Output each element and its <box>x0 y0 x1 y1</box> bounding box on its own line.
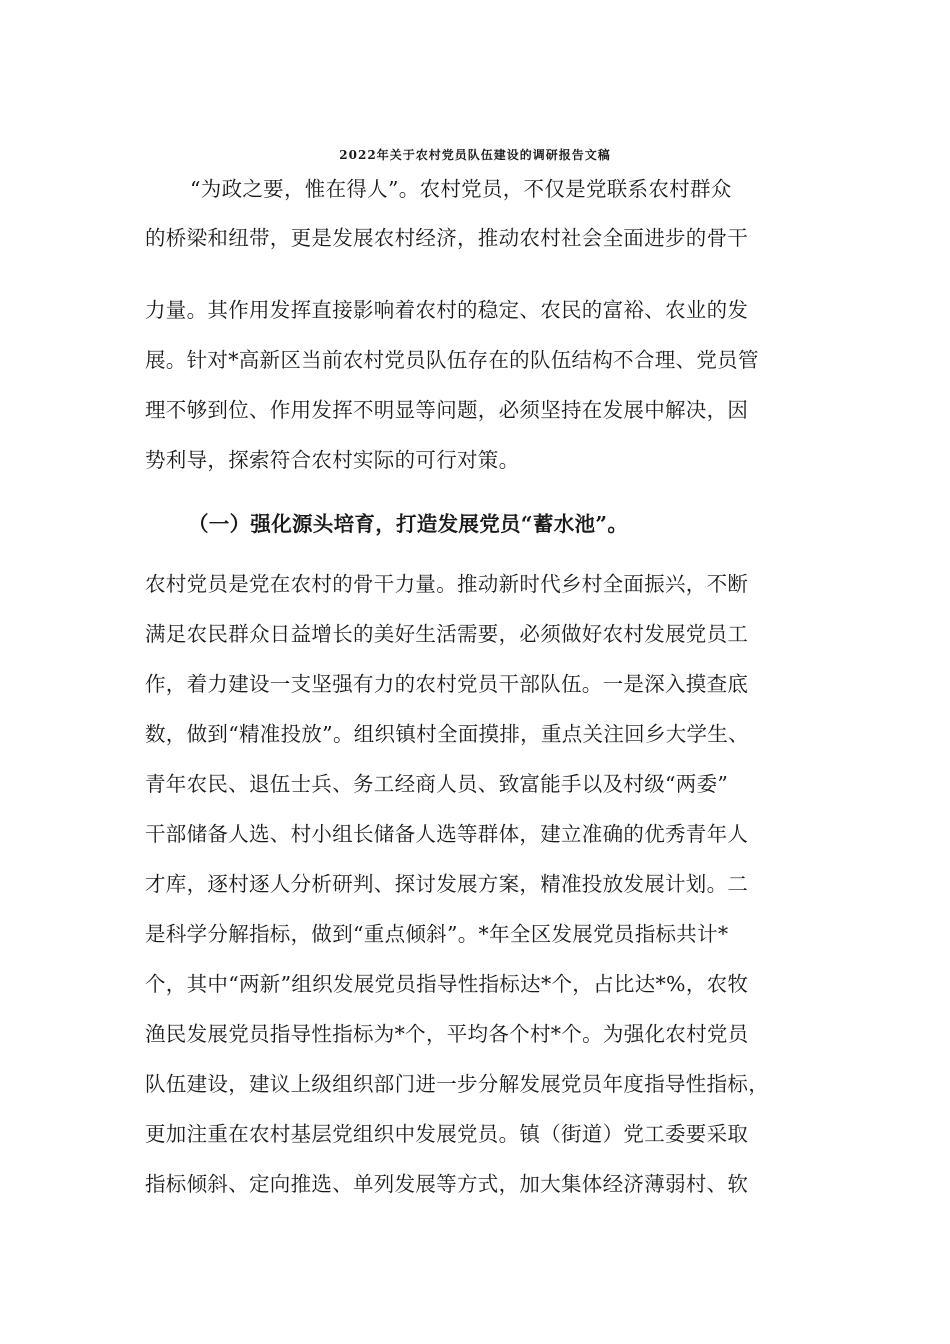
body-line-11: 队伍建设，建议上级组织部门进一步分解发展党员年度指导性指标， <box>145 1072 769 1096</box>
intro-line-2: 的桥梁和纽带，更是发展农村经济，推动农村社会全面进步的骨干 <box>145 226 749 250</box>
body-line-1: 农村党员是党在农村的骨干力量。推动新时代乡村全面振兴，不断 <box>145 572 749 596</box>
body-line-8: 是科学分解指标，做到“重点倾斜”。*年全区发展党员指标共计* <box>145 922 729 946</box>
body-line-6: 干部储备人选、村小组长储备人选等群体，建立准确的优秀青年人 <box>145 822 749 846</box>
intro-line-3: 力量。其作用发挥直接影响着农村的稳定、农民的富裕、农业的发 <box>145 298 749 322</box>
body-line-12: 更加注重在农村基层党组织中发展党员。镇（街道）党工委要采取 <box>145 1122 749 1146</box>
body-line-5: 青年农民、退伍士兵、务工经商人员、致富能手以及村级“两委” <box>145 772 729 796</box>
intro-line-5: 理不够到位、作用发挥不明显等问题，必须坚持在发展中解决，因 <box>145 398 749 422</box>
body-line-4: 数，做到“精准投放”。组织镇村全面摸排，重点关注回乡大学生、 <box>145 722 749 746</box>
intro-line-6: 势利导，探索符合农村实际的可行对策。 <box>145 448 520 472</box>
body-line-13: 指标倾斜、定向推选、单列发展等方式，加大集体经济薄弱村、软 <box>145 1172 749 1196</box>
intro-line-4: 展。针对*高新区当前农村党员队伍存在的队伍结构不合理、党员管 <box>145 348 759 372</box>
document-title: 2022年关于农村党员队伍建设的调研报告文稿 <box>339 148 611 162</box>
intro-line-1: “为政之要，惟在得人”。农村党员，不仅是党联系农村群众 <box>190 177 732 201</box>
body-line-2: 满足农民群众日益增长的美好生活需要，必须做好农村发展党员工 <box>145 622 749 646</box>
body-line-10: 渔民发展党员指导性指标为*个，平均各个村*个。为强化农村党员 <box>145 1022 749 1046</box>
body-line-3: 作，着力建设一支坚强有力的农村党员干部队伍。一是深入摸查底 <box>145 672 749 696</box>
body-line-7: 才库，逐村逐人分析研判、探讨发展方案，精准投放发展计划。二 <box>145 872 749 896</box>
body-line-9: 个，其中“两新”组织发展党员指导性指标达*个，占比达*%，农牧 <box>145 972 749 996</box>
section-heading: （一）强化源头培育，打造发展党员“蓄水池”。 <box>188 512 629 536</box>
